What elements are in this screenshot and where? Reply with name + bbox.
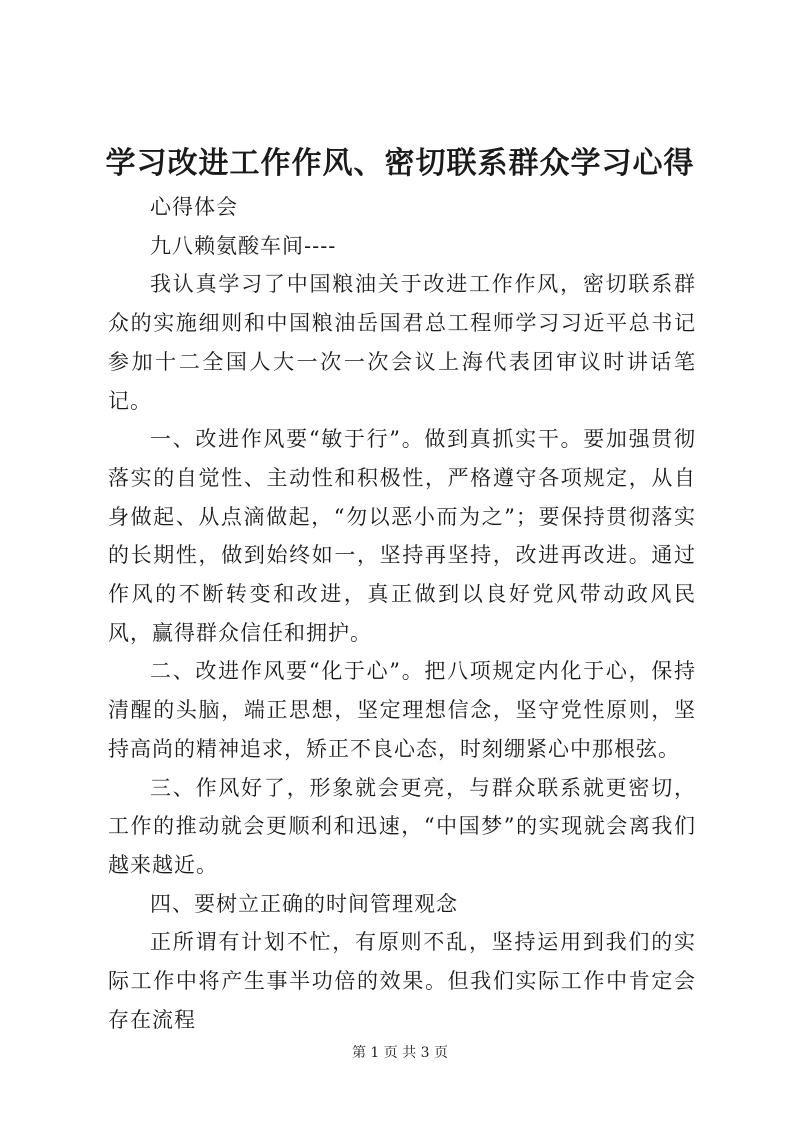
paragraph-point-three: 三、作风好了，形象就会更亮，与群众联系就更密切，工作的推动就会更顺利和迅速，“中国梦”的实现就会离我们越来越近。 xyxy=(108,775,696,877)
document-body xyxy=(108,188,696,1039)
paragraph-point-two: 二、改进作风要“化于心”。把八项规定内化于心，保持清醒的头脑，端正思想，坚定理想信念，坚守党性原则，坚持高尚的精神追求，矫正不良心态，时刻绷紧心中那根弦。 xyxy=(108,659,696,761)
paragraph-heading: 心得体会 xyxy=(150,195,238,219)
document-title: 学习改进工作作风、密切联系群众学习心得 xyxy=(105,146,695,181)
page-number-footer: 第 1 页 共 3 页 xyxy=(351,1045,449,1061)
paragraph-intro: 我认真学习了中国粮油关于改进工作作风，密切联系群众的实施细则和中国粮油岳国君总工程师学习习近平总书记参加十二全国人大一次一次会议上海代表团审议时讲话笔记。 xyxy=(108,272,696,413)
paragraph-point-one: 一、改进作风要“敏于行”。做到真抓实干。要加强贯彻落实的自觉性、主动性和积极性，严格遵守各项规定，从自身做起、从点滴做起，“勿以恶小而为之”；要保持贯彻落实的长期性，做到始终如一，坚持再坚持，改进再改进。通过作风的不断转变和改进，真正做到以良好党风带动政风民风，赢得群众信任和拥护。 xyxy=(108,427,696,645)
paragraph-point-four: 四、要树立正确的时间管理观念 xyxy=(150,891,458,916)
paragraph-department: 九八赖氨酸车间---- xyxy=(150,233,337,258)
paragraph-time-management: 正所谓有计划不忙，有原则不乱，坚持运用到我们的实际工作中将产生事半功倍的效果。但我们实际工作中肯定会存在流程 xyxy=(108,930,696,1032)
